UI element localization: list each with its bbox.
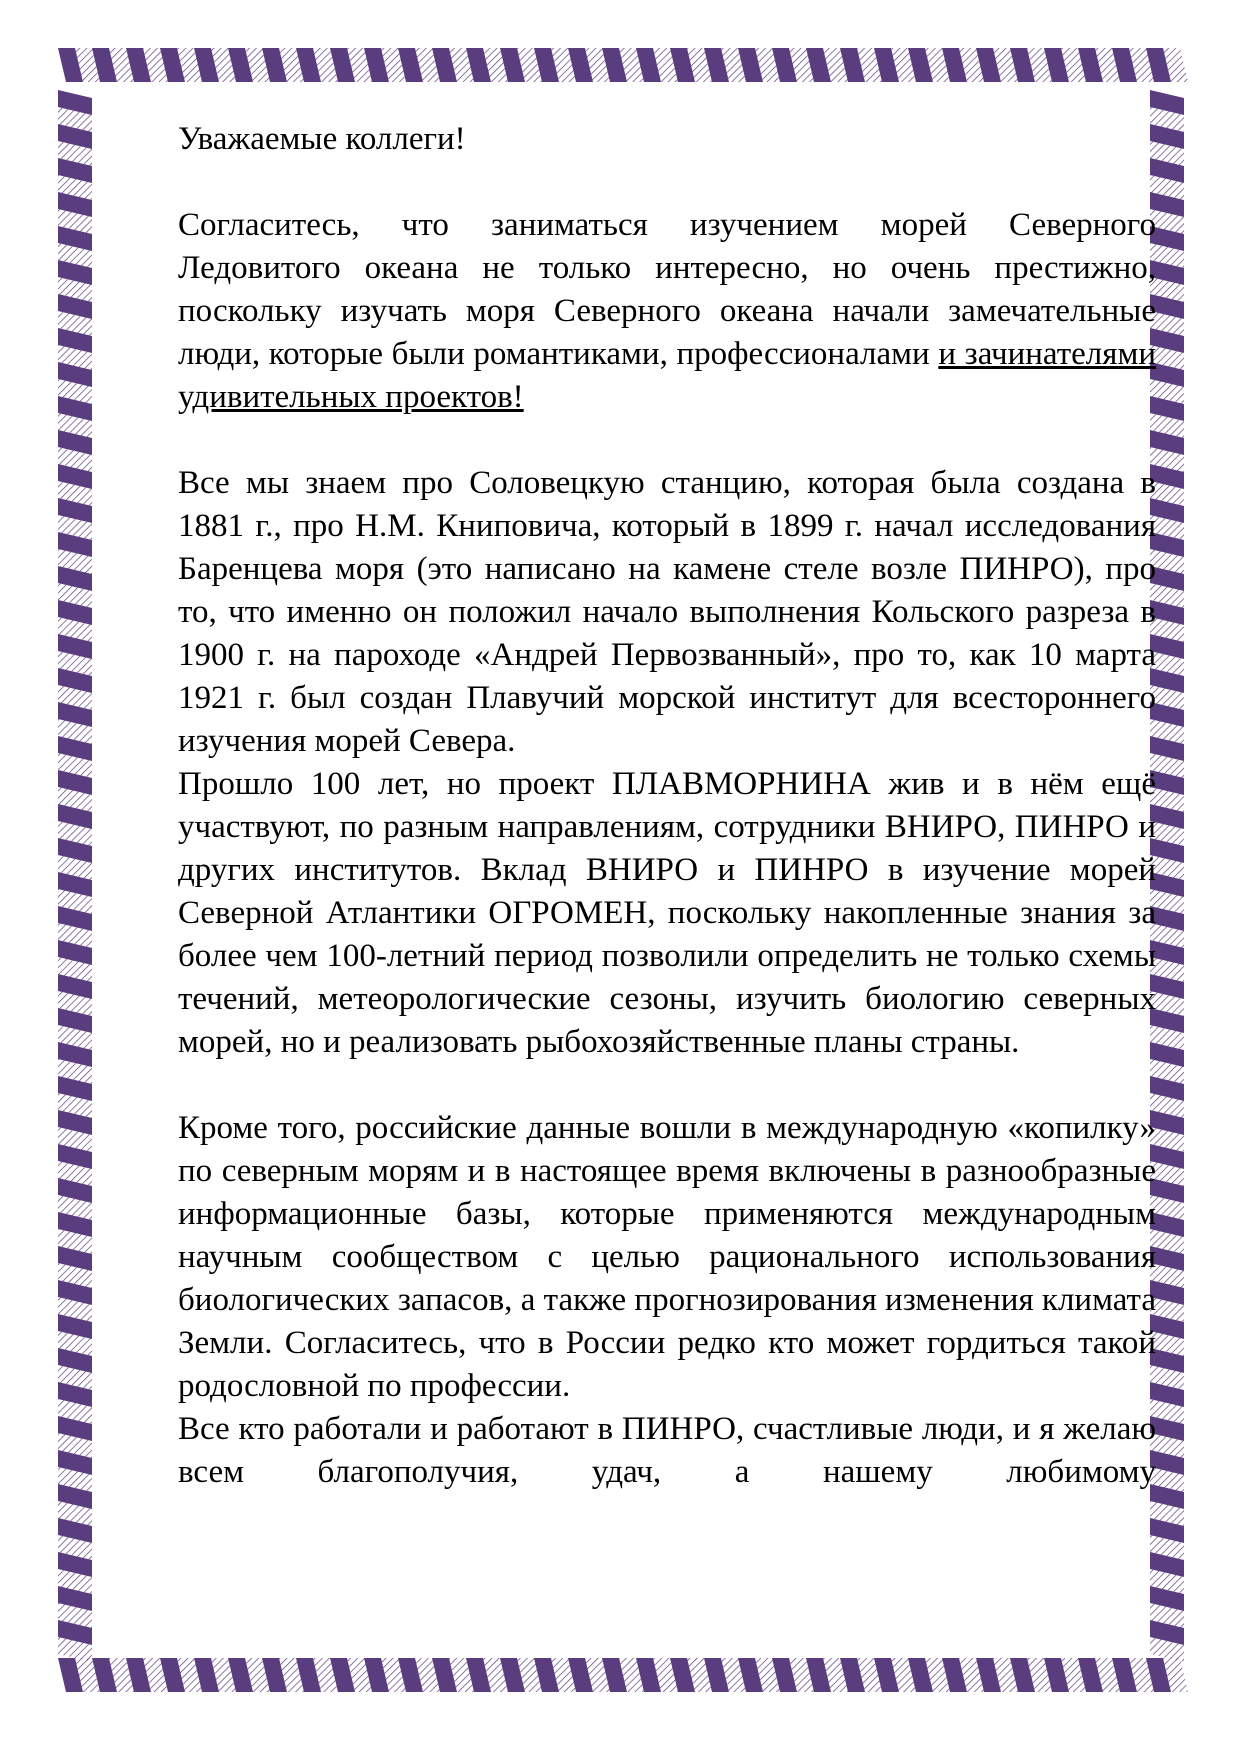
paragraph-1-underlined: и зачинателями удивительных проектов! bbox=[178, 336, 1156, 415]
letter-body bbox=[178, 118, 1156, 1494]
paragraph-gap bbox=[178, 419, 1156, 462]
paragraph-1-text: Согласитесь, что заниматься изучением морей Северного Ледовитого океана не только интересно, но очень престижно, поскольку изучать моря Северного океана начали замечательные люди, которые были романтиками, профессионалами bbox=[178, 207, 1156, 372]
paragraph-1 bbox=[178, 204, 1156, 419]
border-bottom-strip bbox=[58, 1658, 1188, 1692]
paragraph-5: Все кто работали и работают в ПИНРО, счастливые люди, и я желаю всем благополучия, удач, а нашему любимому bbox=[178, 1411, 1156, 1490]
paragraph-gap bbox=[178, 1064, 1156, 1107]
paragraph-3: Прошло 100 лет, но проект ПЛАВМОРНИНА жив и в нём ещё участвуют, по разным направлениям, сотрудники ВНИРО, ПИНРО и других институтов. Вклад ВНИРО и ПИНРО в изучение морей Северной Атлантики ОГРОМЕН, поскольку накопленные знания за более чем 100-летний период позволили определить не только схемы течений, метеорологические сезоны, изучить биологию северных морей, но и реализовать рыбохозяйственные планы страны. bbox=[178, 766, 1156, 1060]
border-top-strip bbox=[58, 48, 1188, 82]
paragraph-4: Кроме того, российские данные вошли в международную «копилку» по северным морям и в настоящее время включены в разнообразные информационные базы, которые применяются международным научным сообществом с целью рационального использования биологических запасов, а также прогнозирования изменения климата Земли. Согласитесь, что в России редко кто может гордиться такой родословной по профессии. bbox=[178, 1110, 1156, 1404]
border-left-strip bbox=[58, 90, 92, 1662]
paragraph-2: Все мы знаем про Соловецкую станцию, которая была создана в 1881 г., про Н.М. Книповича, который в 1899 г. начал исследования Баренцева моря (это написано на камене стеле возле ПИНРО), про то, что именно он положил начало выполнения Кольского разреза в 1900 г. на пароходе «Андрей Первозванный», про то, как 10 марта 1921 г. был создан Плавучий морской институт для всестороннего изучения морей Севера. bbox=[178, 465, 1156, 759]
paragraph-gap bbox=[178, 161, 1156, 204]
salutation: Уважаемые коллеги! bbox=[178, 121, 466, 157]
